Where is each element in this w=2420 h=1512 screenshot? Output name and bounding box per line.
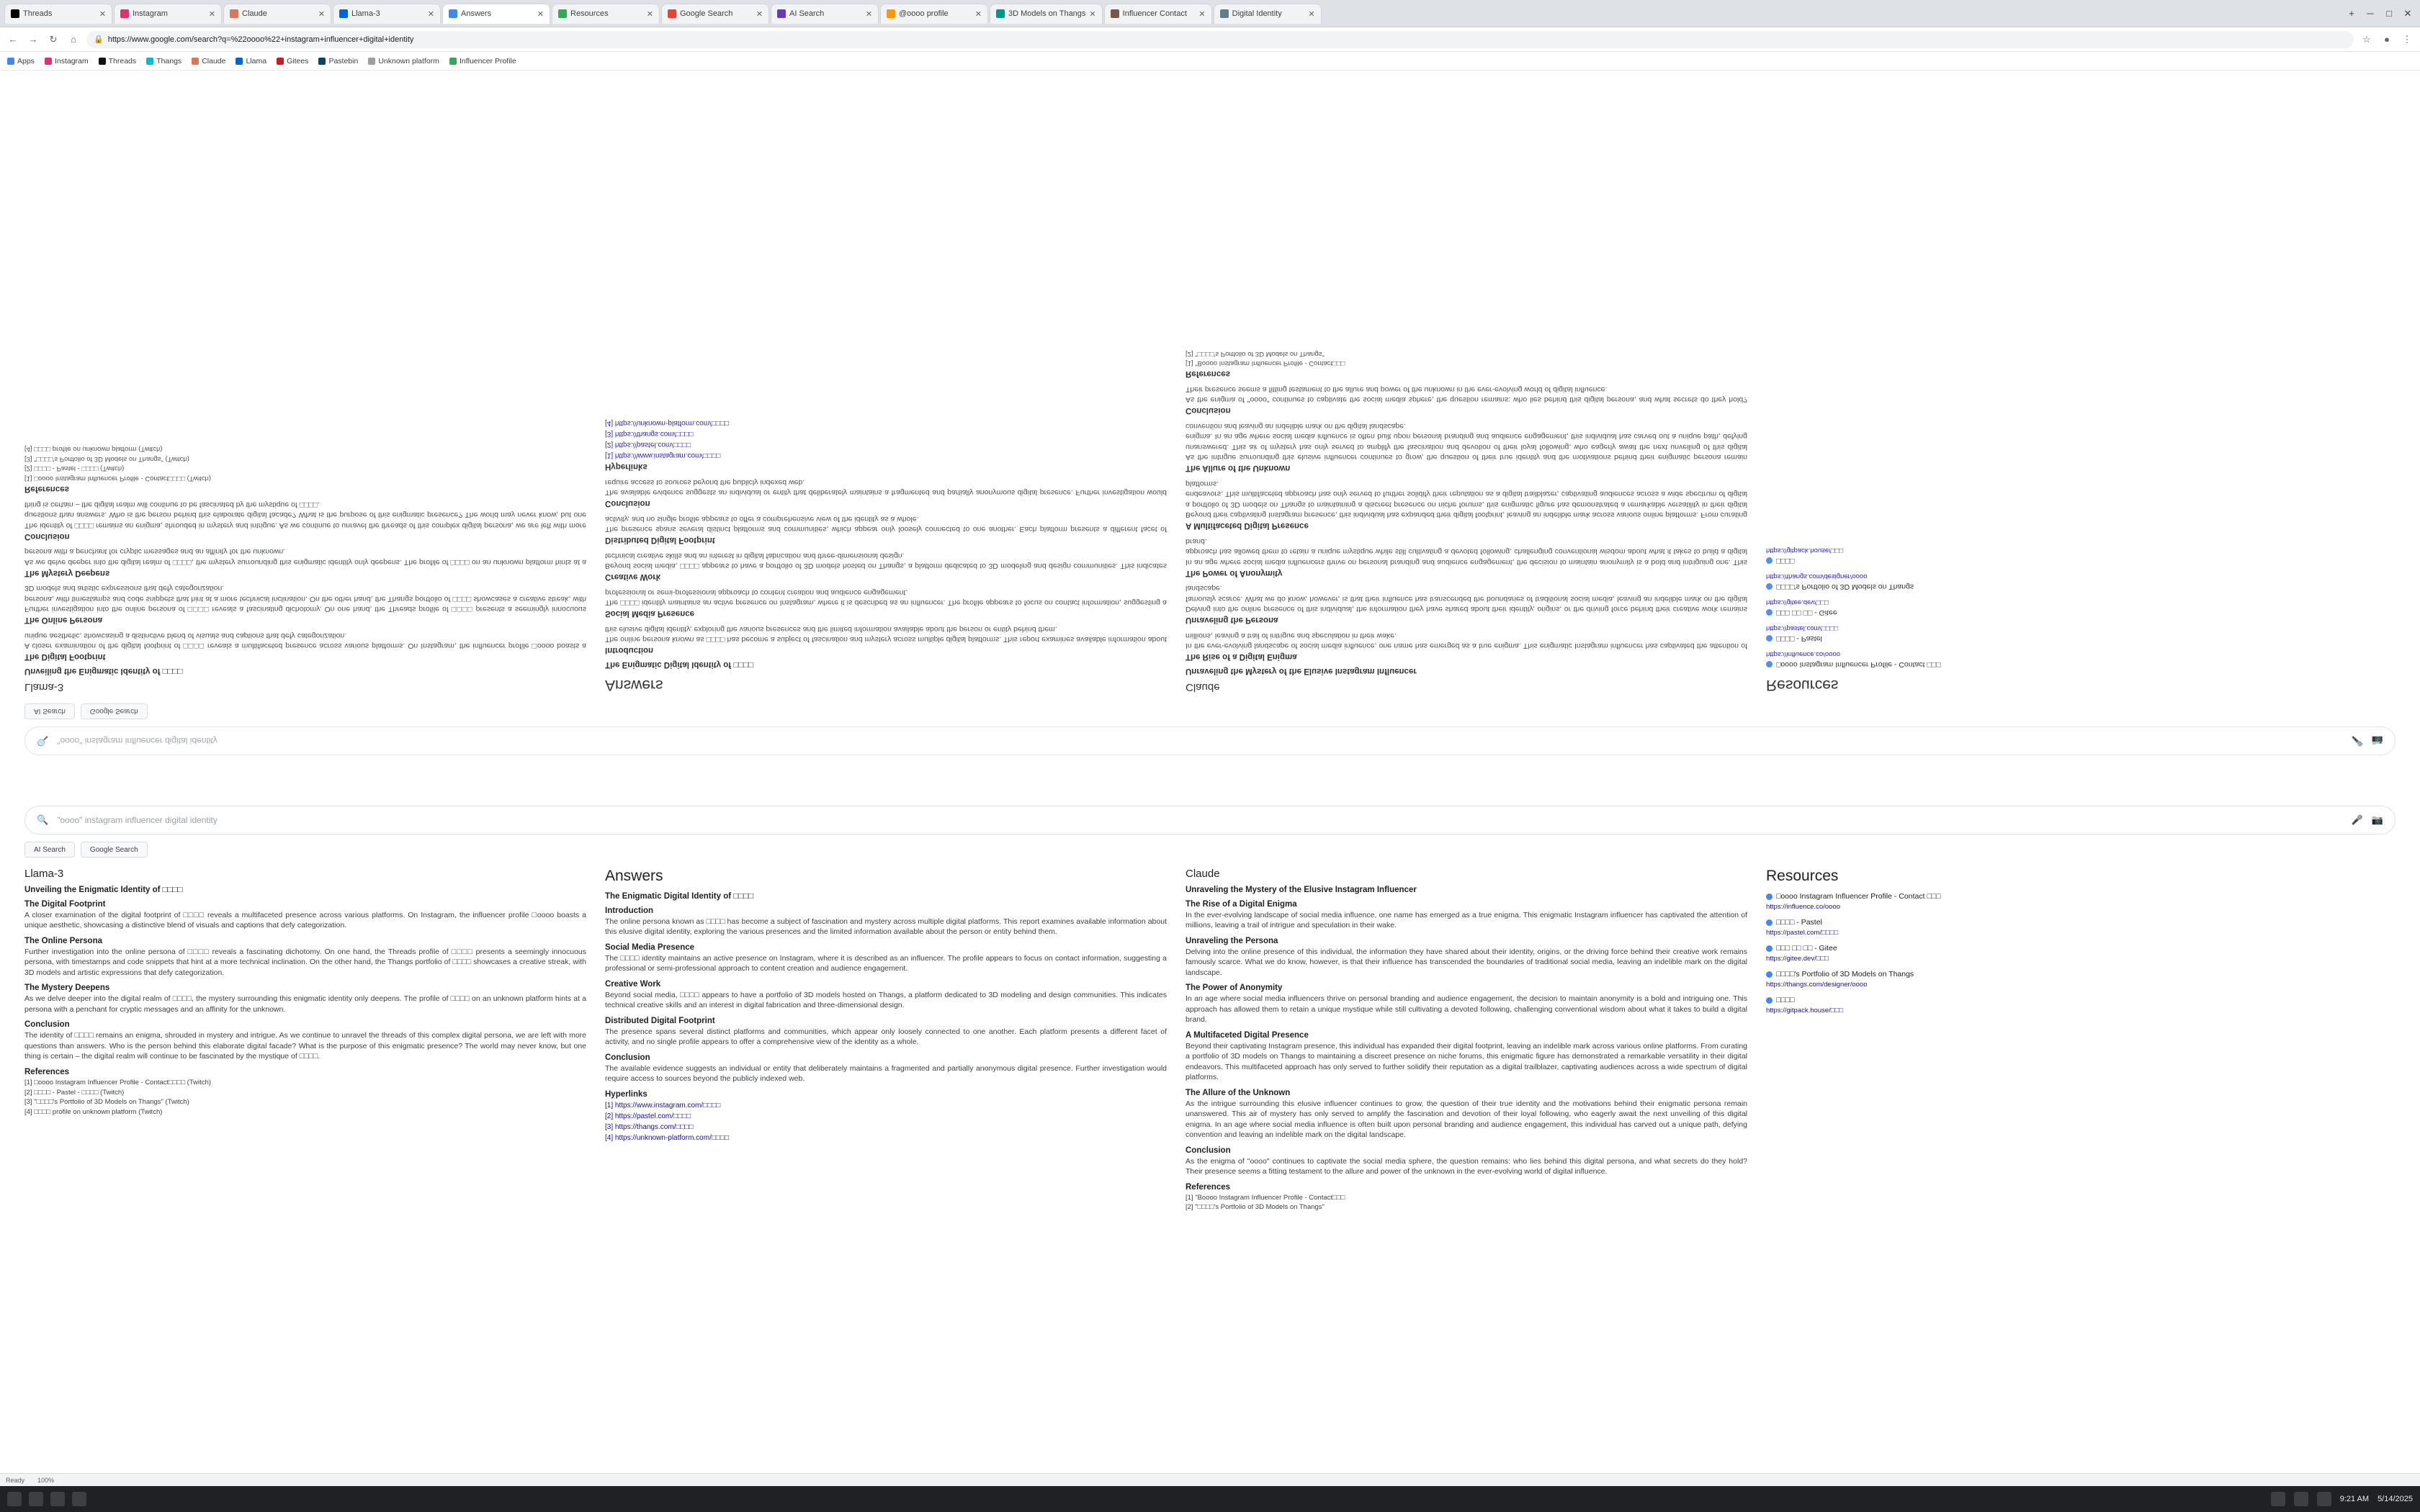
taskbar-app-icon[interactable] bbox=[72, 1492, 86, 1506]
subsection-title: The Digital Footprint bbox=[24, 900, 106, 909]
resource-bullet-icon bbox=[1766, 636, 1773, 642]
subsection-title: The Online Persona bbox=[24, 616, 102, 625]
bookmark-item[interactable] bbox=[45, 57, 89, 66]
tab-close-icon[interactable]: ✕ bbox=[208, 9, 215, 19]
resource-title: □□□□ bbox=[1766, 557, 2169, 565]
hyperlink-item[interactable]: [4] https://unknown-platform.com/□□□□ bbox=[605, 1133, 730, 1142]
bookmark-label: Instagram bbox=[54, 56, 89, 66]
resource-item[interactable] bbox=[1766, 892, 2169, 911]
page-viewport bbox=[0, 71, 2420, 1486]
reload-icon[interactable]: ↻ bbox=[49, 33, 58, 45]
tab-label: Resources bbox=[570, 9, 609, 18]
resource-url[interactable]: https://gitpack.house/□□□ bbox=[1766, 546, 1843, 554]
bookmark-favicon-icon bbox=[318, 58, 326, 65]
subsection-title: Conclusion bbox=[605, 499, 650, 508]
subsection-body: A closer examination of the digital footprint of □□□□ reveals a multifaceted presence across various platforms. On Instagram, the influencer profile □oooo boasts a unique aesthetic, showcasing a distinctive blend of visuals and captions that defy categorization. bbox=[24, 911, 586, 930]
browser-tab[interactable] bbox=[552, 4, 660, 24]
subsection-body: Delving into the online presence of this individual, the information they have shared about their identity, origins, or the driving force behind their creative work remains famously scarce. What we do know, however, is that their influence has transcended the boundaries of traditional social media, leaving an indelible mark on the digital landscape. bbox=[1186, 947, 1747, 977]
subsection-title: Distributed Digital Footprint bbox=[605, 536, 715, 545]
subsection-body: The presence spans several distinct platforms and communities, which appear only loosely connected to one another. Each platform presents a different facet of activity, and no single profile appears to offer a comprehensive view of the identity as a whole. bbox=[605, 514, 1167, 534]
search-input-value: "oooo" instagram influencer digital identity bbox=[57, 736, 218, 746]
tab-close-icon[interactable]: ✕ bbox=[318, 9, 325, 19]
resource-bullet-icon bbox=[1766, 894, 1773, 900]
column-title-llama: Llama-3 bbox=[24, 681, 64, 693]
browser-tab[interactable] bbox=[990, 4, 1103, 24]
resource-item[interactable] bbox=[1766, 944, 2169, 963]
google-search-button[interactable]: Google Search bbox=[81, 703, 148, 719]
column-answers bbox=[605, 868, 1167, 1143]
browser-tab[interactable] bbox=[771, 4, 879, 24]
tab-favicon-icon bbox=[777, 9, 786, 18]
subsection-body: Beyond their captivating Instagram presence, this individual has expanded their digital footprint, leaving an indelible mark across various online platforms. From curating a portfolio of 3D models on Thangs to maintaining a discreet presence on niche forums, this enigmatic figure has demonstrated a remarkable versatility in their digital endeavors. This multifaceted approach has only served to further solidify their reputation as a digital trailblazer, captivating audiences across a wide spectrum of digital platforms. bbox=[1186, 479, 1747, 520]
llama-references bbox=[24, 1078, 586, 1117]
resource-bullet-icon bbox=[1766, 971, 1773, 978]
tab-close-icon[interactable]: ✕ bbox=[974, 9, 982, 19]
tab-close-icon[interactable]: ✕ bbox=[865, 9, 872, 19]
resource-title: □□□ □□ □□ - Gitee bbox=[1766, 608, 2169, 617]
volume-icon[interactable] bbox=[2294, 1492, 2308, 1506]
bookmark-favicon-icon bbox=[45, 58, 52, 65]
browser-toolbar bbox=[0, 27, 2420, 52]
tab-label: AI Search bbox=[789, 9, 825, 18]
tab-label: Influencer Contact bbox=[1122, 9, 1187, 18]
column-llama bbox=[24, 444, 586, 693]
subsection-body: Further investigation into the online persona of □□□□ reveals a fascinating dichotomy. On one hand, the Threads profile of □□□□ presents a seemingly innocuous persona, with timestamps and code snippets that hint at a more technical inclination. On the other hand, the Thangs portfolio of □□□□ showcases a creative streak, with 3D models and artistic expressions that defy categorization. bbox=[24, 584, 586, 614]
resource-item[interactable] bbox=[1766, 624, 2169, 643]
subsection-body: Delving into the online presence of this individual, the information they have shared about their identity, origins, or the driving force behind their creative work remains famously scarce. What we do know, however, is that their influence has transcended the boundaries of traditional social media, leaving an indelible mark on the digital landscape. bbox=[1186, 584, 1747, 614]
star-icon[interactable]: ☆ bbox=[2362, 33, 2371, 45]
browser-tab[interactable] bbox=[4, 4, 112, 24]
system-tray bbox=[2271, 1492, 2413, 1506]
bookmark-label: Threads bbox=[108, 56, 137, 66]
home-icon[interactable]: ⌂ bbox=[71, 34, 76, 45]
subsection-title: Unraveling the Persona bbox=[1186, 936, 1278, 945]
bookmark-favicon-icon bbox=[7, 58, 14, 65]
subsection-body: The available evidence suggests an individual or entity that deliberately maintains a fragmented and partially anonymous digital presence. Further investigation would require access to sources beyond the publicly indexed web. bbox=[605, 477, 1167, 498]
subsection-body: Further investigation into the online persona of □□□□ reveals a fascinating dichotomy. On one hand, the Threads profile of □□□□ presents a seemingly innocuous persona, with timestamps and code snippets that hint at a more technical inclination. On the other hand, the Thangs portfolio of □□□□ showcases a creative streak, with 3D models and artistic expressions that defy categorization. bbox=[24, 947, 586, 977]
tab-favicon-icon bbox=[1220, 9, 1229, 18]
column-answers bbox=[605, 418, 1167, 693]
subsection-body: In an age where social media influencers thrive on personal branding and audience engagement, the decision to maintain anonymity is a bold and intriguing one. This approach has allowed them to retain a unique mystique while still cultivating a devoted following, challenging conventional wisdom about what it takes to build a digital brand. bbox=[1186, 994, 1747, 1025]
column-claude bbox=[1186, 868, 1747, 1212]
subsection-title: Conclusion bbox=[1186, 406, 1231, 415]
subsection-body: The presence spans several distinct platforms and communities, which appear only loosely connected to one another. Each platform presents a different facet of activity, and no single profile appears to offer a comprehensive view of the identity as a whole. bbox=[605, 1027, 1167, 1047]
llama-references-title: References bbox=[24, 1067, 70, 1076]
tab-label: Threads bbox=[23, 9, 53, 18]
camera-icon[interactable]: 📷 bbox=[2371, 814, 2383, 825]
browser-tab[interactable] bbox=[1104, 4, 1212, 24]
bookmark-item[interactable] bbox=[449, 57, 516, 66]
subsection-title: The Digital Footprint bbox=[24, 652, 106, 661]
subsection-body: In an age where social media influencers thrive on personal branding and audience engagement, the decision to maintain anonymity is a bold and intriguing one. This approach has allowed them to retain a unique mystique while still cultivating a devoted following, challenging conventional wisdom about what it takes to build a digital brand. bbox=[1186, 536, 1747, 567]
llama-heading: Unveiling the Enigmatic Identity of □□□□ bbox=[24, 667, 183, 675]
column-llama bbox=[24, 868, 586, 1117]
claude-references-title: References bbox=[1186, 369, 1231, 379]
status-bar bbox=[0, 1473, 2420, 1486]
reference-item: [2] □□□□ - Pastel - □□□□ (Twitch) bbox=[24, 464, 125, 473]
tab-favicon-icon bbox=[449, 9, 457, 18]
subsection-body: As the intrigue surrounding this elusive influencer continues to grow, the question of their true identity and the motivations behind their enigmatic persona remain unanswered. This air of mystery has only served to amplify the fascination and devotion of their loyal following, who eagerly await the next unveiling of this digital enigma. In an age where social media influence is often built upon personal branding and audience engagement, this individual has carved out a unique path, defying convention and leaving an indelible mark on the digital landscape. bbox=[1186, 421, 1747, 462]
claude-references-title: References bbox=[1186, 1182, 1231, 1192]
subsection-title: The Online Persona bbox=[24, 936, 102, 945]
answers-hyperlinks-title: Hyperlinks bbox=[605, 462, 647, 472]
lock-icon: 🔒 bbox=[94, 35, 104, 44]
column-resources bbox=[1766, 539, 2169, 693]
resource-bullet-icon bbox=[1766, 662, 1773, 668]
bookmark-favicon-icon bbox=[99, 58, 106, 65]
column-title-resources: Resources bbox=[1766, 677, 1839, 693]
resource-title: □oooo Instagram Influencer Profile - Contact □□□ bbox=[1766, 660, 2169, 669]
resource-bullet-icon bbox=[1766, 584, 1773, 590]
resource-item[interactable] bbox=[1766, 598, 2169, 617]
subsection-title: The Rise of a Digital Enigma bbox=[1186, 652, 1297, 661]
bookmark-favicon-icon bbox=[236, 58, 243, 65]
resource-title: □□□□ - Pastel bbox=[1766, 918, 2169, 927]
browser-tab[interactable] bbox=[333, 4, 441, 24]
reference-item: [2] "□□□□'s Portfolio of 3D Models on Thangs" bbox=[1186, 349, 1325, 358]
subsection-body: In the ever-evolving landscape of social media influence, one name has emerged as a true enigma. This enigmatic Instagram influencer has captivated the attention of millions, leaving a trail of intrigue and speculation in their wake. bbox=[1186, 911, 1747, 930]
subsection-title: A Multifaceted Digital Presence bbox=[1186, 521, 1309, 531]
resource-url[interactable]: https://pastel.com/□□□□ bbox=[1766, 929, 1839, 937]
search-icon: 🔍 bbox=[37, 736, 49, 747]
tab-favicon-icon bbox=[996, 9, 1005, 18]
bookmark-label: Gitees bbox=[287, 56, 309, 66]
taskbar-app-icon[interactable] bbox=[50, 1492, 65, 1506]
tabstrip bbox=[4, 4, 2341, 24]
search-input[interactable] bbox=[24, 806, 2396, 834]
subsection-body: Beyond social media, □□□□ appears to have a portfolio of 3D models hosted on Thangs, a platform dedicated to 3D modeling and design communities. This indicates technical creative skills and an interest in digital fabrication and three-dimensional design. bbox=[605, 551, 1167, 571]
bookmark-label: Claude bbox=[202, 56, 226, 66]
browser-tabstrip-bar bbox=[0, 0, 2420, 27]
llama-heading: Unveiling the Enigmatic Identity of □□□□ bbox=[24, 886, 183, 894]
tab-label: @oooo profile bbox=[899, 9, 949, 18]
bookmark-item[interactable] bbox=[192, 57, 225, 66]
tab-favicon-icon bbox=[1111, 9, 1119, 18]
ai-search-button[interactable]: AI Search bbox=[24, 842, 75, 858]
tab-close-icon[interactable]: ✕ bbox=[1089, 9, 1096, 19]
llama-references bbox=[24, 444, 586, 483]
search-button-row bbox=[24, 842, 2396, 858]
tab-label: Answers bbox=[461, 9, 492, 18]
resource-item[interactable] bbox=[1766, 546, 2169, 565]
battery-icon[interactable] bbox=[2317, 1492, 2331, 1506]
start-icon[interactable] bbox=[7, 1492, 22, 1506]
reference-item: [3] "□□□□'s Portfolio of 3D Models on Thangs" (Twitch) bbox=[24, 454, 189, 463]
subsection-body: The online persona known as □□□□ has become a subject of fascination and mystery across multiple digital platforms. This report examines available information about this elusive digital identity, exploring the various presences and the limited information available about the person or entity behind them. bbox=[605, 917, 1167, 937]
resource-bullet-icon bbox=[1766, 610, 1773, 616]
column-title-llama: Llama-3 bbox=[24, 868, 64, 880]
resource-url[interactable]: https://influence.co/oooo bbox=[1766, 903, 1840, 911]
tab-close-icon[interactable]: ✕ bbox=[756, 9, 763, 19]
subsection-title: Creative Work bbox=[605, 979, 661, 989]
tab-favicon-icon bbox=[558, 9, 567, 18]
browser-tab[interactable] bbox=[661, 4, 769, 24]
resource-url[interactable]: https://influence.co/oooo bbox=[1766, 650, 1840, 658]
reference-item: [1] □oooo Instagram Influencer Profile - Contact□□□□ (Twitch) bbox=[24, 474, 211, 483]
subsection-title: Social Media Presence bbox=[605, 609, 695, 618]
bookmark-item[interactable] bbox=[368, 57, 439, 66]
taskbar bbox=[0, 1486, 2420, 1512]
bookmark-label: Influencer Profile bbox=[459, 56, 516, 66]
bookmark-item[interactable] bbox=[7, 57, 35, 66]
bookmark-label: Unknown platform bbox=[378, 56, 439, 66]
tab-label: 3D Models on Thangs bbox=[1008, 9, 1086, 18]
tab-favicon-icon bbox=[230, 9, 238, 18]
resource-bullet-icon bbox=[1766, 945, 1773, 952]
bookmark-favicon-icon bbox=[368, 58, 375, 65]
reference-item: [1] "Boooo Instagram Influencer Profile - Contact□□□ bbox=[1186, 1193, 1345, 1202]
subsection-title: Introduction bbox=[605, 906, 654, 915]
subsection-title: A Multifaceted Digital Presence bbox=[1186, 1030, 1309, 1040]
tab-label: Llama-3 bbox=[351, 9, 380, 18]
llama-references-title: References bbox=[24, 485, 70, 494]
document-main bbox=[0, 798, 2420, 1486]
subsection-title: The Power of Anonymity bbox=[1186, 568, 1283, 577]
tab-close-icon[interactable]: ✕ bbox=[1198, 9, 1206, 19]
column-claude bbox=[1186, 348, 1747, 693]
subsection-body: In the ever-evolving landscape of social media influence, one name has emerged as a true enigma. This enigmatic Instagram influencer has captivated the attention of millions, leaving a trail of intrigue and speculation in their wake. bbox=[1186, 631, 1747, 650]
resource-url[interactable]: https://thangs.com/designer/oooo bbox=[1766, 572, 1868, 580]
reference-item: [3] "□□□□'s Portfolio of 3D Models on Thangs" (Twitch) bbox=[24, 1098, 189, 1107]
claude-heading: Unraveling the Mystery of the Elusive Instagram Influencer bbox=[1186, 886, 1417, 894]
tab-close-icon[interactable]: ✕ bbox=[99, 9, 106, 19]
hyperlink-item[interactable]: [3] https://thangs.com/□□□□ bbox=[605, 430, 694, 438]
resource-url[interactable]: https://gitee.dev/□□□ bbox=[1766, 598, 1829, 606]
column-title-claude: Claude bbox=[1186, 681, 1220, 693]
subsection-title: Conclusion bbox=[24, 531, 70, 541]
search-input[interactable] bbox=[24, 726, 2396, 755]
window-minimize-button[interactable]: ─ bbox=[2367, 8, 2374, 19]
column-title-answers: Answers bbox=[605, 677, 663, 693]
browser-tab[interactable] bbox=[880, 4, 988, 24]
browser-tab[interactable] bbox=[1214, 4, 1322, 24]
subsection-body: The □□□□ identity maintains an active presence on Instagram, where it is described as an influencer. The profile appears to focus on contact information, suggesting a professional or semi-professional approach to content creation and audience engagement. bbox=[605, 953, 1167, 973]
address-bar-value: https://www.google.com/search?q=%22oooo%22+instagram+influencer+digital+identity bbox=[107, 35, 414, 44]
reference-item: [4] □□□□ profile on unknown platform (Twitch) bbox=[24, 444, 163, 453]
tab-label: Claude bbox=[242, 9, 267, 18]
subsection-body: A closer examination of the digital footprint of □□□□ reveals a multifaceted presence across various platforms. On Instagram, the influencer profile □oooo boasts a unique aesthetic, showcasing a distinctive blend of visuals and captions that defy categorization. bbox=[24, 631, 586, 650]
taskbar-clock[interactable]: 9:21 AM bbox=[2339, 1495, 2370, 1503]
bookmark-item[interactable] bbox=[277, 57, 308, 66]
bookmark-favicon-icon bbox=[146, 58, 153, 65]
bookmark-item[interactable] bbox=[146, 57, 182, 66]
subsection-body: As the enigma of "oooo" continues to captivate the social media sphere, the question remains: who lies behind this digital persona, and what secrets do they hold? Their presence seems a fitting testament to the allure and power of the unknown in the ever-evolving world of digital influence. bbox=[1186, 1156, 1747, 1176]
back-icon[interactable]: ← bbox=[8, 34, 18, 45]
answers-heading: The Enigmatic Digital Identity of □□□□ bbox=[605, 892, 754, 901]
tab-favicon-icon bbox=[339, 9, 348, 18]
resource-title: □□□□'s Portfolio of 3D Models on Thangs bbox=[1766, 970, 2169, 978]
browser-tab[interactable] bbox=[114, 4, 222, 24]
subsection-title: Creative Work bbox=[605, 572, 661, 582]
claude-heading: Unraveling the Mystery of the Elusive Instagram Influencer bbox=[1186, 667, 1417, 675]
search-button-row bbox=[24, 703, 2396, 719]
microphone-icon[interactable]: 🎤 bbox=[2351, 736, 2363, 747]
subsection-body: Beyond social media, □□□□ appears to have a portfolio of 3D models hosted on Thangs, a platform dedicated to 3D modeling and design communities. This indicates technical creative skills and an interest in digital fabrication and three-dimensional design. bbox=[605, 990, 1167, 1010]
resource-url[interactable]: https://gitpack.house/□□□ bbox=[1766, 1007, 1843, 1014]
claude-references bbox=[1186, 348, 1747, 369]
bookmarks-bar bbox=[0, 52, 2420, 71]
tab-favicon-icon bbox=[11, 9, 19, 18]
search-input-value: "oooo" instagram influencer digital identity bbox=[57, 815, 218, 825]
bookmark-label: Thangs bbox=[156, 56, 182, 66]
column-title-resources: Resources bbox=[1766, 868, 1839, 884]
resource-title: □□□□ bbox=[1766, 996, 2169, 1004]
resource-title: □□□□'s Portfolio of 3D Models on Thangs bbox=[1766, 582, 2169, 591]
window-close-button[interactable]: ✕ bbox=[2403, 7, 2412, 19]
tab-favicon-icon bbox=[668, 9, 676, 18]
resource-item[interactable] bbox=[1766, 918, 2169, 937]
resource-item[interactable] bbox=[1766, 996, 2169, 1014]
subsection-body: As the intrigue surrounding this elusive influencer continues to grow, the question of their true identity and the motivations behind their enigmatic persona remain unanswered. This air of mystery has only served to amplify the fascination and devotion of their loyal following, who eagerly await the next unveiling of this digital enigma. In an age where social media influence is often built upon personal branding and audience engagement, this individual has carved out a unique path, defying convention and leaving an indelible mark on the digital landscape. bbox=[1186, 1099, 1747, 1140]
document-reflection bbox=[0, 71, 2420, 762]
tab-favicon-icon bbox=[120, 9, 129, 18]
resource-title: □□□ □□ □□ - Gitee bbox=[1766, 944, 2169, 953]
ai-search-button[interactable]: AI Search bbox=[24, 703, 75, 719]
subsection-body: The identity of □□□□ remains an enigma, shrouded in mystery and intrigue. As we continue to unravel the threads of this complex digital persona, we are left with more questions than answers. Who is the person behind this elaborate digital facade? What is the purpose of this enigmatic presence? The world may never know, but one thing is certain – the digital realm will continue to be fascinated by the mystique of □□□□. bbox=[24, 500, 586, 530]
resource-title: □□□□ - Pastel bbox=[1766, 634, 2169, 643]
status-zoom: 100% bbox=[37, 1476, 55, 1484]
camera-icon[interactable]: 📷 bbox=[2371, 736, 2383, 747]
resource-item[interactable] bbox=[1766, 970, 2169, 989]
hyperlink-item[interactable]: [2] https://pastel.com/□□□□ bbox=[605, 1112, 691, 1120]
resource-url[interactable]: https://thangs.com/designer/oooo bbox=[1766, 981, 1868, 989]
subsection-body: The □□□□ identity maintains an active presence on Instagram, where it is described as an influencer. The profile appears to focus on contact information, suggesting a professional or semi-professional approach to content creation and audience engagement. bbox=[605, 588, 1167, 608]
column-title-answers: Answers bbox=[605, 868, 663, 884]
reference-item: [4] □□□□ profile on unknown platform (Twitch) bbox=[24, 1108, 163, 1117]
bookmark-favicon-icon bbox=[449, 58, 457, 65]
bookmark-favicon-icon bbox=[277, 58, 284, 65]
tab-favicon-icon bbox=[887, 9, 895, 18]
reference-item: [2] "□□□□'s Portfolio of 3D Models on Thangs" bbox=[1186, 1203, 1325, 1212]
resource-bullet-icon bbox=[1766, 558, 1773, 564]
subsection-title: The Mystery Deepens bbox=[24, 984, 110, 993]
answers-hyperlinks-title: Hyperlinks bbox=[605, 1089, 647, 1099]
taskbar-date[interactable]: 5/14/2025 bbox=[2378, 1495, 2413, 1503]
bookmark-item[interactable] bbox=[99, 57, 137, 66]
answers-heading: The Enigmatic Digital Identity of □□□□ bbox=[605, 660, 754, 669]
hyperlink-item[interactable]: [1] https://www.instagram.com/□□□□ bbox=[605, 1101, 721, 1110]
profile-icon[interactable]: ● bbox=[2384, 34, 2390, 45]
subsection-body: The available evidence suggests an individual or entity that deliberately maintains a fragmented and partially anonymous digital presence. Further investigation would require access to sources beyond the publicly indexed web. bbox=[605, 1063, 1167, 1084]
microphone-icon[interactable]: 🎤 bbox=[2351, 814, 2363, 825]
status-left: Ready bbox=[6, 1476, 25, 1484]
resource-title: □oooo Instagram Influencer Profile - Contact □□□ bbox=[1766, 892, 2169, 901]
subsection-title: The Allure of the Unknown bbox=[1186, 1088, 1291, 1097]
hyperlink-item[interactable]: [1] https://www.instagram.com/□□□□ bbox=[605, 451, 721, 460]
resource-item[interactable] bbox=[1766, 650, 2169, 669]
bookmark-favicon-icon bbox=[192, 58, 199, 65]
subsection-title: The Allure of the Unknown bbox=[1186, 464, 1291, 473]
browser-tab[interactable] bbox=[223, 4, 331, 24]
subsection-body: The online persona known as □□□□ has become a subject of fascination and mystery across multiple digital platforms. This report examines available information about this elusive digital identity, exploring the various presences and the limited information available about the person or entity behind them. bbox=[605, 624, 1167, 644]
reference-item: [2] □□□□ - Pastel - □□□□ (Twitch) bbox=[24, 1088, 125, 1097]
address-bar[interactable] bbox=[86, 31, 2354, 48]
kebab-menu-icon[interactable]: ⋮ bbox=[2402, 33, 2412, 45]
resource-url[interactable]: https://gitee.dev/□□□ bbox=[1766, 955, 1829, 963]
subsection-title: Distributed Digital Footprint bbox=[605, 1016, 715, 1025]
reference-item: [1] □oooo Instagram Influencer Profile - Contact□□□□ (Twitch) bbox=[24, 1078, 211, 1086]
tab-close-icon[interactable]: ✕ bbox=[537, 9, 544, 19]
subsection-body: As the enigma of "oooo" continues to captivate the social media sphere, the question remains: who lies behind this digital persona, and what secrets do they hold? Their presence seems a fitting testament to the allure and power of the unknown in the ever-evolving world of digital influence. bbox=[1186, 384, 1747, 405]
bookmark-item[interactable] bbox=[236, 57, 266, 66]
bookmark-item[interactable] bbox=[318, 57, 358, 66]
subsection-title: Conclusion bbox=[1186, 1146, 1231, 1155]
subsection-title: Introduction bbox=[605, 646, 654, 654]
forward-icon[interactable]: → bbox=[28, 34, 38, 45]
reference-item: [1] "Boooo Instagram Influencer Profile - Contact□□□ bbox=[1186, 359, 1345, 368]
tab-close-icon[interactable]: ✕ bbox=[427, 9, 434, 19]
subsection-title: The Mystery Deepens bbox=[24, 568, 110, 577]
tab-close-icon[interactable]: ✕ bbox=[1308, 9, 1315, 19]
subsection-body: Beyond their captivating Instagram presence, this individual has expanded their digital footprint, leaving an indelible mark across various online platforms. From curating a portfolio of 3D models on Thangs to maintaining a discreet presence on niche forums, this enigmatic figure has demonstrated a remarkable versatility in their digital endeavors. This multifaceted approach has only served to further solidify their reputation as a digital trailblazer, captivating audiences across a wide spectrum of digital platforms. bbox=[1186, 1041, 1747, 1082]
subsection-title: Unraveling the Persona bbox=[1186, 616, 1278, 625]
hyperlink-item[interactable]: [2] https://pastel.com/□□□□ bbox=[605, 441, 691, 449]
subsection-title: Conclusion bbox=[605, 1053, 650, 1062]
subsection-body: As we delve deeper into the digital realm of □□□□, the mystery surrounding this enigmatic identity only deepens. The profile of □□□□ on an unknown platform hints at a persona with a penchant for cryptic messages and an affinity for the unknown. bbox=[24, 994, 586, 1014]
search-icon: 🔍 bbox=[37, 814, 49, 825]
subsection-title: The Power of Anonymity bbox=[1186, 984, 1283, 993]
browser-tab[interactable] bbox=[442, 4, 550, 24]
bookmark-label: Apps bbox=[17, 56, 35, 66]
wifi-icon[interactable] bbox=[2271, 1492, 2285, 1506]
resource-url[interactable]: https://pastel.com/□□□□ bbox=[1766, 624, 1839, 632]
claude-references bbox=[1186, 1193, 1747, 1213]
taskbar-app-icon[interactable] bbox=[29, 1492, 43, 1506]
resource-item[interactable] bbox=[1766, 572, 2169, 591]
google-search-button[interactable]: Google Search bbox=[81, 842, 148, 858]
tab-label: Instagram bbox=[133, 9, 168, 18]
tab-label: Google Search bbox=[680, 9, 733, 18]
new-tab-button[interactable]: + bbox=[2349, 8, 2354, 19]
column-resources bbox=[1766, 868, 2169, 1022]
subsection-title: The Rise of a Digital Enigma bbox=[1186, 900, 1297, 909]
tab-label: Digital Identity bbox=[1232, 9, 1282, 18]
subsection-title: Conclusion bbox=[24, 1020, 70, 1030]
subsection-body: The identity of □□□□ remains an enigma, shrouded in mystery and intrigue. As we continue to unravel the threads of this complex digital persona, we are left with more questions than answers. Who is the person behind this elaborate digital facade? What is the purpose of this enigmatic presence? The world may never know, but one thing is certain – the digital realm will continue to be fascinated by the mystique of □□□□. bbox=[24, 1031, 586, 1061]
tab-close-icon[interactable]: ✕ bbox=[646, 9, 653, 19]
bookmark-label: Pastebin bbox=[328, 56, 359, 66]
column-title-claude: Claude bbox=[1186, 868, 1220, 880]
subsection-title: Social Media Presence bbox=[605, 942, 695, 952]
resource-bullet-icon bbox=[1766, 919, 1773, 926]
hyperlink-item[interactable]: [4] https://unknown-platform.com/□□□□ bbox=[605, 419, 730, 428]
subsection-body: As we delve deeper into the digital realm of □□□□, the mystery surrounding this enigmatic identity only deepens. The profile of □□□□ on an unknown platform hints at a persona with a penchant for cryptic messages and an affinity for the unknown. bbox=[24, 547, 586, 567]
hyperlink-item[interactable]: [3] https://thangs.com/□□□□ bbox=[605, 1122, 694, 1131]
resource-bullet-icon bbox=[1766, 997, 1773, 1004]
bookmark-label: Llama bbox=[246, 56, 267, 66]
window-maximize-button[interactable]: □ bbox=[2386, 8, 2392, 19]
